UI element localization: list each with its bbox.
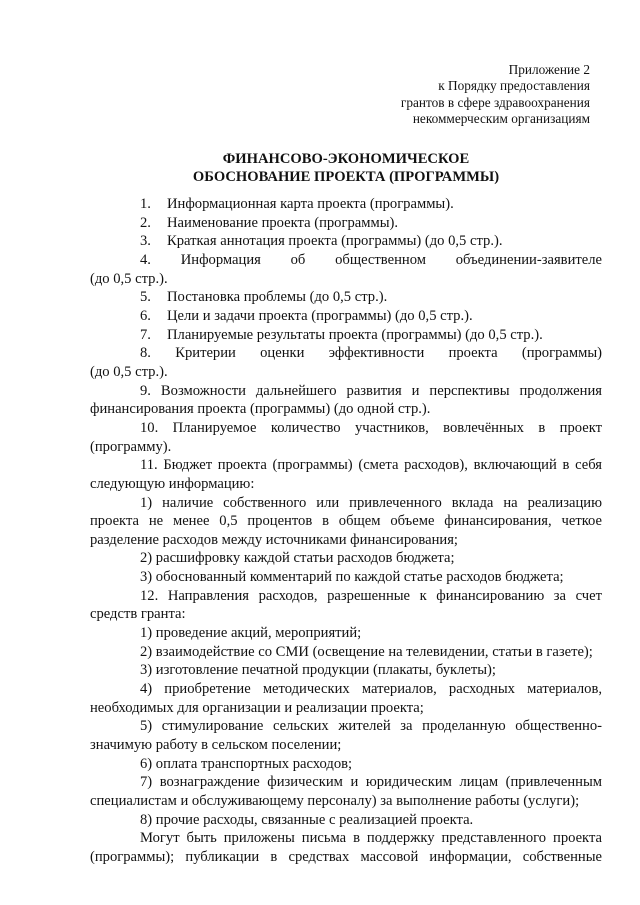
list-item-continuation: (до 0,5 стр.). xyxy=(90,270,168,287)
list-item: 4. Информация об общественном объединении-заявителе xyxy=(140,252,602,269)
item-text: Постановка проблемы (до 0,5 стр.). xyxy=(167,289,388,306)
sub-item: 4) приобретение методических материалов, расходных материалов, необходимых для организации и реализации проекта; xyxy=(90,681,602,716)
header-line: грантов в сфере здравоохранения xyxy=(400,94,590,110)
sub-item: 3) изготовление печатной продукции (плакаты, буклеты); xyxy=(140,662,496,679)
list-item xyxy=(90,288,602,307)
item-text: Информационная карта проекта (программы). xyxy=(167,196,454,212)
list-item xyxy=(90,326,602,345)
title-line: ОБОСНОВАНИЕ ПРОЕКТА (ПРОГРАММЫ) xyxy=(192,169,500,185)
item-number: 2. xyxy=(140,214,151,231)
item-number: 3. xyxy=(140,233,151,250)
list-item: 12. Направления расходов, разрешенные к финансированию за счет средств гранта: xyxy=(90,587,602,623)
sub-item: 2) взаимодействие со СМИ (освещение на телевидении, статьи в газете); xyxy=(140,643,593,660)
list-item-continuation: (до 0,5 стр.). xyxy=(90,364,168,380)
list-item xyxy=(90,232,602,251)
title-line: ФИНАНСОВО-ЭКОНОМИЧЕСКОЕ xyxy=(222,151,470,167)
sub-item: 6) оплата транспортных расходов; xyxy=(140,755,353,772)
list-item: 9. Возможности дальнейшего развития и перспективы продолжения финансирования проекта (программы) (до одной стр.). xyxy=(90,382,602,418)
sub-item: 7) вознаграждение физическим и юридическим лицам (привлеченным специалистам и обслуживающему персоналу) за выполнение работы (услуги); xyxy=(90,774,602,809)
sub-item: 5) стимулирование сельских жителей за проделанную общественно-значимую работу в сельском поселении; xyxy=(90,718,602,753)
list-item xyxy=(90,307,602,326)
list-item: 10. Планируемое количество участников, вовлечённых в проект (программу). xyxy=(90,419,602,455)
list-item: 8. Критерии оценки эффективности проекта (программы) xyxy=(140,345,602,362)
document-title xyxy=(90,150,602,186)
header-line: некоммерческим организациям xyxy=(412,111,590,127)
item-number: 1. xyxy=(140,196,151,212)
item-text: Цели и задачи проекта (программы) (до 0,5 стр.). xyxy=(167,308,473,325)
sub-item: 8) прочие расходы, связанные с реализацией проекта. xyxy=(140,811,474,828)
item-number: 7. xyxy=(140,326,151,343)
closing-paragraph: Могут быть приложены письма в поддержку представленного проекта (программы); публикации в средствах массовой информации, собственные xyxy=(90,830,602,865)
sub-item: 1) наличие собственного или привлеченного вклада на реализацию проекта не менее 0,5 процентов в общем объеме финансирования, четкое разделение расходов между источниками финансирования; xyxy=(90,494,602,548)
appendix-header xyxy=(340,62,590,128)
list-item xyxy=(90,195,602,214)
header-line: Приложение 2 xyxy=(508,62,590,77)
list-item: 11. Бюджет проекта (программы) (смета расходов), включающий в себя следующую информацию: xyxy=(90,457,602,492)
sub-item: 1) проведение акций, мероприятий; xyxy=(140,625,362,642)
item-text: Краткая аннотация проекта (программы) (до 0,5 стр.). xyxy=(167,233,503,250)
sub-item: 2) расшифровку каждой статьи расходов бюджета; xyxy=(140,550,455,567)
item-text: Планируемые результаты проекта (программы) (до 0,5 стр.). xyxy=(167,326,543,343)
item-number: 5. xyxy=(140,289,151,306)
list-item xyxy=(90,214,602,233)
document-body xyxy=(90,195,602,867)
item-number: 6. xyxy=(140,308,151,325)
sub-item: 3) обоснованный комментарий по каждой статье расходов бюджета; xyxy=(140,569,564,586)
header-line: к Порядку предоставления xyxy=(438,78,590,94)
item-text: Наименование проекта (программы). xyxy=(167,214,399,231)
